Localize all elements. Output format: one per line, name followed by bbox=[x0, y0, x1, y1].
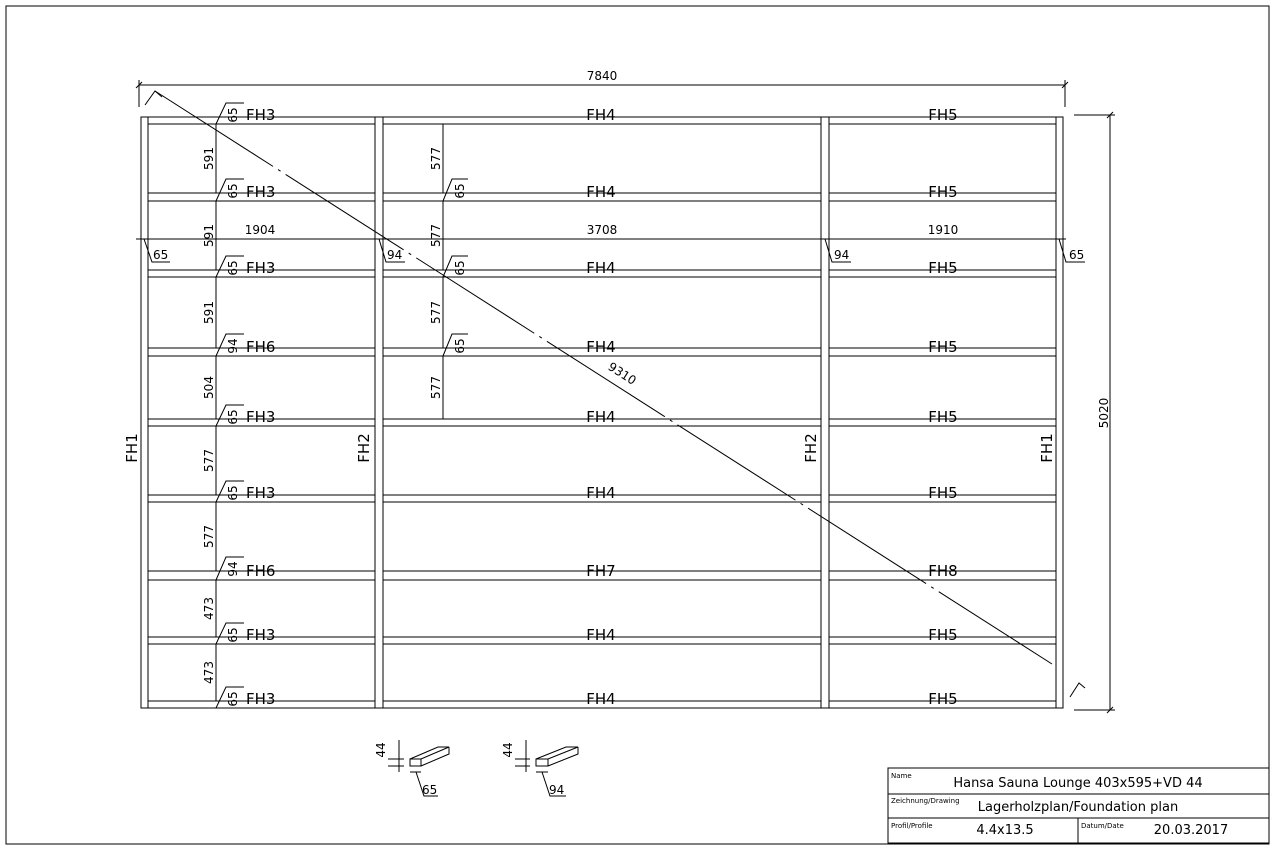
mid-post-right-value: 94 bbox=[834, 248, 850, 262]
diagonal-value: 9310 bbox=[605, 359, 639, 388]
span-right-value: 1910 bbox=[927, 223, 959, 237]
joist-label-row-2-middle: FH4 bbox=[586, 183, 616, 201]
profile-symbol-65 bbox=[388, 740, 449, 796]
joist-label-row-5-right: FH5 bbox=[928, 408, 958, 426]
joist-label-row-7-middle: FH7 bbox=[586, 562, 616, 580]
joist-label-row-5-middle: FH4 bbox=[586, 408, 616, 426]
mid-thickness-value-row-2: 65 bbox=[453, 183, 467, 199]
joist-label-row-2-left: FH3 bbox=[246, 183, 276, 201]
joist-label-row-8-middle: FH4 bbox=[586, 626, 616, 644]
joist-label-row-9-middle: FH4 bbox=[586, 690, 616, 708]
title-drawing-caption: Zeichnung/Drawing bbox=[891, 797, 960, 805]
profile-height-65: 44 bbox=[374, 742, 388, 758]
mid-thickness-value-row-4: 65 bbox=[453, 338, 467, 354]
joist-label-row-8-right: FH5 bbox=[928, 626, 958, 644]
title-drawing-value: Lagerholzplan/Foundation plan bbox=[977, 800, 1179, 815]
spacing-value-row-1: 591 bbox=[202, 147, 216, 170]
span-middle-value: 3708 bbox=[586, 223, 618, 237]
thickness-value-row-1: 65 bbox=[226, 107, 240, 123]
mid-spacing-value-row-4: 577 bbox=[429, 376, 443, 399]
title-profile-value: 4.4x13.5 bbox=[976, 823, 1034, 838]
joist-label-row-1-right: FH5 bbox=[928, 106, 958, 124]
joist-label-row-3-middle: FH4 bbox=[586, 259, 616, 277]
joist-label-row-7-left: FH6 bbox=[246, 562, 276, 580]
mid-spacing-value-row-3: 577 bbox=[429, 301, 443, 324]
joist-label-row-2-right: FH5 bbox=[928, 183, 958, 201]
joist-label-row-6-right: FH5 bbox=[928, 484, 958, 502]
thickness-value-row-7: 94 bbox=[226, 561, 240, 577]
wall-thickness-left: 65 bbox=[153, 248, 169, 262]
sheet-frame bbox=[6, 6, 1269, 844]
mid-post-left-value: 94 bbox=[387, 248, 403, 262]
thickness-value-row-3: 65 bbox=[226, 260, 240, 276]
thickness-value-row-8: 65 bbox=[226, 627, 240, 643]
thickness-value-row-4: 94 bbox=[226, 338, 240, 354]
mid-spacing-value-row-2: 577 bbox=[429, 224, 443, 247]
mid-spacing-value-row-1: 577 bbox=[429, 147, 443, 170]
joist-label-row-8-left: FH3 bbox=[246, 626, 276, 644]
title-name-caption: Name bbox=[891, 772, 912, 780]
profile-height-94: 44 bbox=[501, 742, 515, 758]
joist-label-row-4-right: FH5 bbox=[928, 338, 958, 356]
spacing-value-row-5: 577 bbox=[202, 449, 216, 472]
spacing-value-row-6: 577 bbox=[202, 525, 216, 548]
mid-thickness-value-row-3: 65 bbox=[453, 260, 467, 276]
outer-beam-right bbox=[1056, 117, 1063, 708]
profile-width-65: 65 bbox=[422, 783, 438, 797]
overall-length-dimension bbox=[136, 80, 1068, 107]
beam-label-fh2-right: FH2 bbox=[802, 433, 820, 463]
beam-label-fh1-left: FH1 bbox=[123, 433, 141, 463]
spacing-value-row-8: 473 bbox=[202, 661, 216, 684]
joist-label-row-6-middle: FH4 bbox=[586, 484, 616, 502]
joist-label-row-7-right: FH8 bbox=[928, 562, 958, 580]
title-name-value: Hansa Sauna Lounge 403x595+VD 44 bbox=[953, 776, 1203, 791]
span-left-value: 1904 bbox=[244, 223, 276, 237]
joist-label-row-1-left: FH3 bbox=[246, 106, 276, 124]
overall-length-value: 7840 bbox=[586, 69, 618, 83]
thickness-value-row-2: 65 bbox=[226, 183, 240, 199]
profile-width-94: 94 bbox=[549, 783, 565, 797]
overall-width-value: 5020 bbox=[1097, 397, 1111, 429]
title-profile-caption: Profil/Profile bbox=[891, 822, 933, 830]
title-date-caption: Datum/Date bbox=[1081, 822, 1124, 830]
joist-label-row-9-left: FH3 bbox=[246, 690, 276, 708]
joist-label-row-3-left: FH3 bbox=[246, 259, 276, 277]
joist-label-row-4-left: FH6 bbox=[246, 338, 276, 356]
joist-label-row-6-left: FH3 bbox=[246, 484, 276, 502]
span-dimension bbox=[136, 233, 1085, 262]
beam-label-fh1-right: FH1 bbox=[1038, 433, 1056, 463]
profile-symbol-94 bbox=[515, 740, 578, 796]
spacing-value-row-3: 591 bbox=[202, 301, 216, 324]
title-date-value: 20.03.2017 bbox=[1153, 823, 1229, 838]
joist-label-row-5-left: FH3 bbox=[246, 408, 276, 426]
inner-beam-right bbox=[821, 117, 829, 708]
joist-label-row-1-middle: FH4 bbox=[586, 106, 616, 124]
outer-beam-left bbox=[141, 117, 148, 708]
spacing-value-row-4: 504 bbox=[202, 376, 216, 399]
joist-label-row-3-right: FH5 bbox=[928, 259, 958, 277]
spacing-value-row-7: 473 bbox=[202, 597, 216, 620]
thickness-value-row-5: 65 bbox=[226, 409, 240, 425]
spacing-value-row-2: 591 bbox=[202, 224, 216, 247]
wall-thickness-right: 65 bbox=[1069, 248, 1085, 262]
thickness-value-row-6: 65 bbox=[226, 485, 240, 501]
beam-label-fh2-left: FH2 bbox=[355, 433, 373, 463]
inner-beam-left bbox=[375, 117, 383, 708]
joist-label-row-4-middle: FH4 bbox=[586, 338, 616, 356]
thickness-value-row-9: 65 bbox=[226, 691, 240, 707]
joist-label-row-9-right: FH5 bbox=[928, 690, 958, 708]
